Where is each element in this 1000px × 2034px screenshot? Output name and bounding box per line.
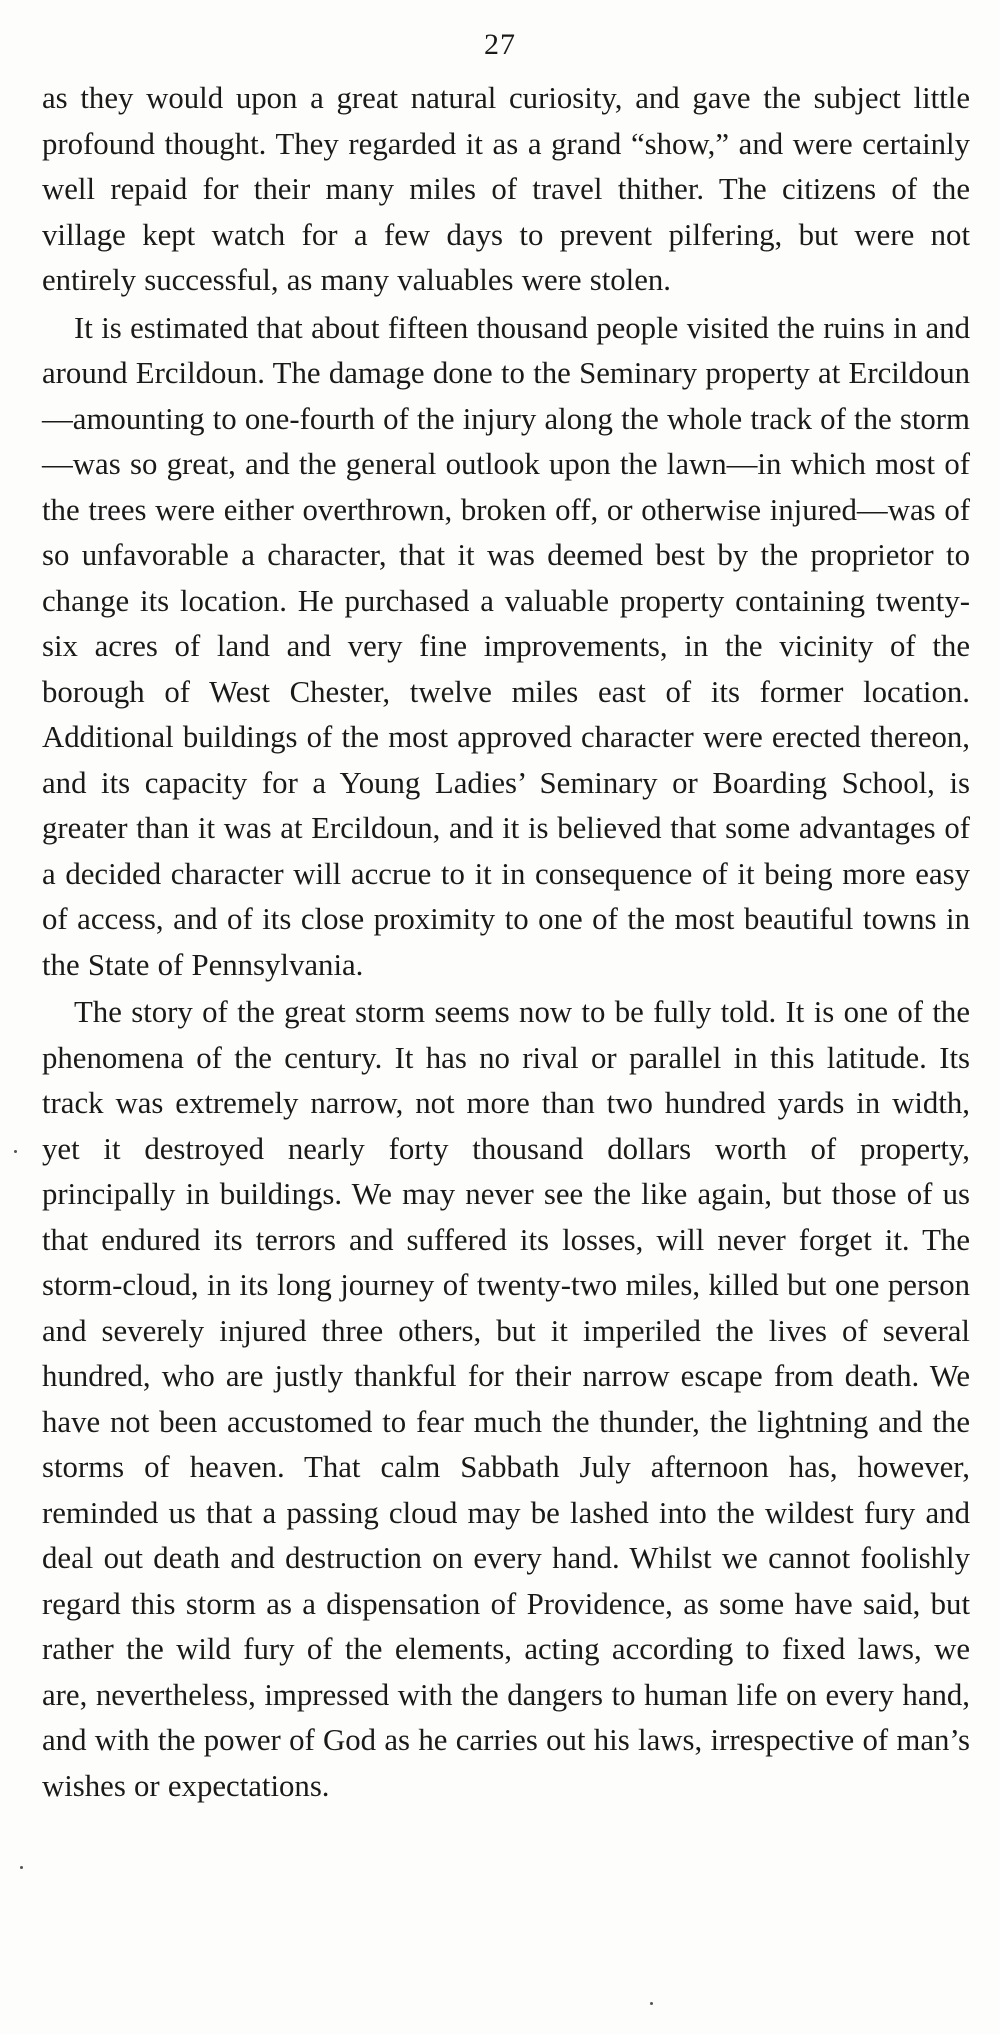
paragraph: It is estimated that about fifteen thousand people visited the ruins in and around Ercildoun. The damage done to the Seminary property at Ercildoun—amounting to one-fourth of the injury along the whole track of the storm—was so great, and the general outlook upon the lawn—in which most of the trees were either overthrown, broken off, or otherwise injured—was of so unfavorable a character, that it was deemed best by the proprietor to change its location. He purchased a valuable property containing twenty-six acres of land and very fine improvements, in the vicinity of the borough of West Chester, twelve miles east of its former location. Additional buildings of the most approved character were erected thereon, and its capacity for a Young Ladies’ Seminary or Boarding School, is greater than it was at Ercildoun, and it is believed that some advantages of a decided character will accrue to it in consequence of it being more easy of access, and of its close proximity to one of the most beautiful towns in the State of Pennsylvania. bbox=[42, 310, 970, 982]
scan-speck bbox=[14, 1150, 17, 1153]
scan-speck bbox=[20, 1866, 23, 1869]
page-number: 27 bbox=[484, 28, 516, 61]
paragraph: The story of the great storm seems now to be fully told. It is one of the phenomena of the century. It has no rival or parallel in this latitude. Its track was extremely narrow, not more than two hundred yards in width, yet it destroyed nearly forty thousand dollars worth of property, principally in buildings. We may never see the like again, but those of us that endured its terrors and suffered its losses, will never forget it. The storm-cloud, in its long journey of twenty-two miles, killed but one person and severely injured three others, but it imperiled the lives of several hundred, who are justly thankful for their narrow escape from death. We have not been accustomed to fear much the thunder, the lightning and the storms of heaven. That calm Sabbath July afternoon has, however, reminded us that a passing cloud may be lashed into the wildest fury and deal out death and destruction on every hand. Whilst we cannot foolishly regard this storm as a dispensation of Providence, as some have said, but rather the wild fury of the elements, acting according to fixed laws, we are, nevertheless, impressed with the dangers to human life on every hand, and with the power of God as he carries out his laws, irrespective of man’s wishes or expectations. bbox=[42, 995, 970, 1803]
scan-speck bbox=[650, 2002, 653, 2005]
body-text bbox=[42, 76, 970, 1811]
paragraph: as they would upon a great natural curiosity, and gave the subject little profound thought. They regarded it as a grand “show,” and were certainly well repaid for their many miles of travel thither. The citizens of the village kept watch for a few days to prevent pilfering, but were not entirely successful, as many valuables were stolen. bbox=[42, 81, 970, 297]
